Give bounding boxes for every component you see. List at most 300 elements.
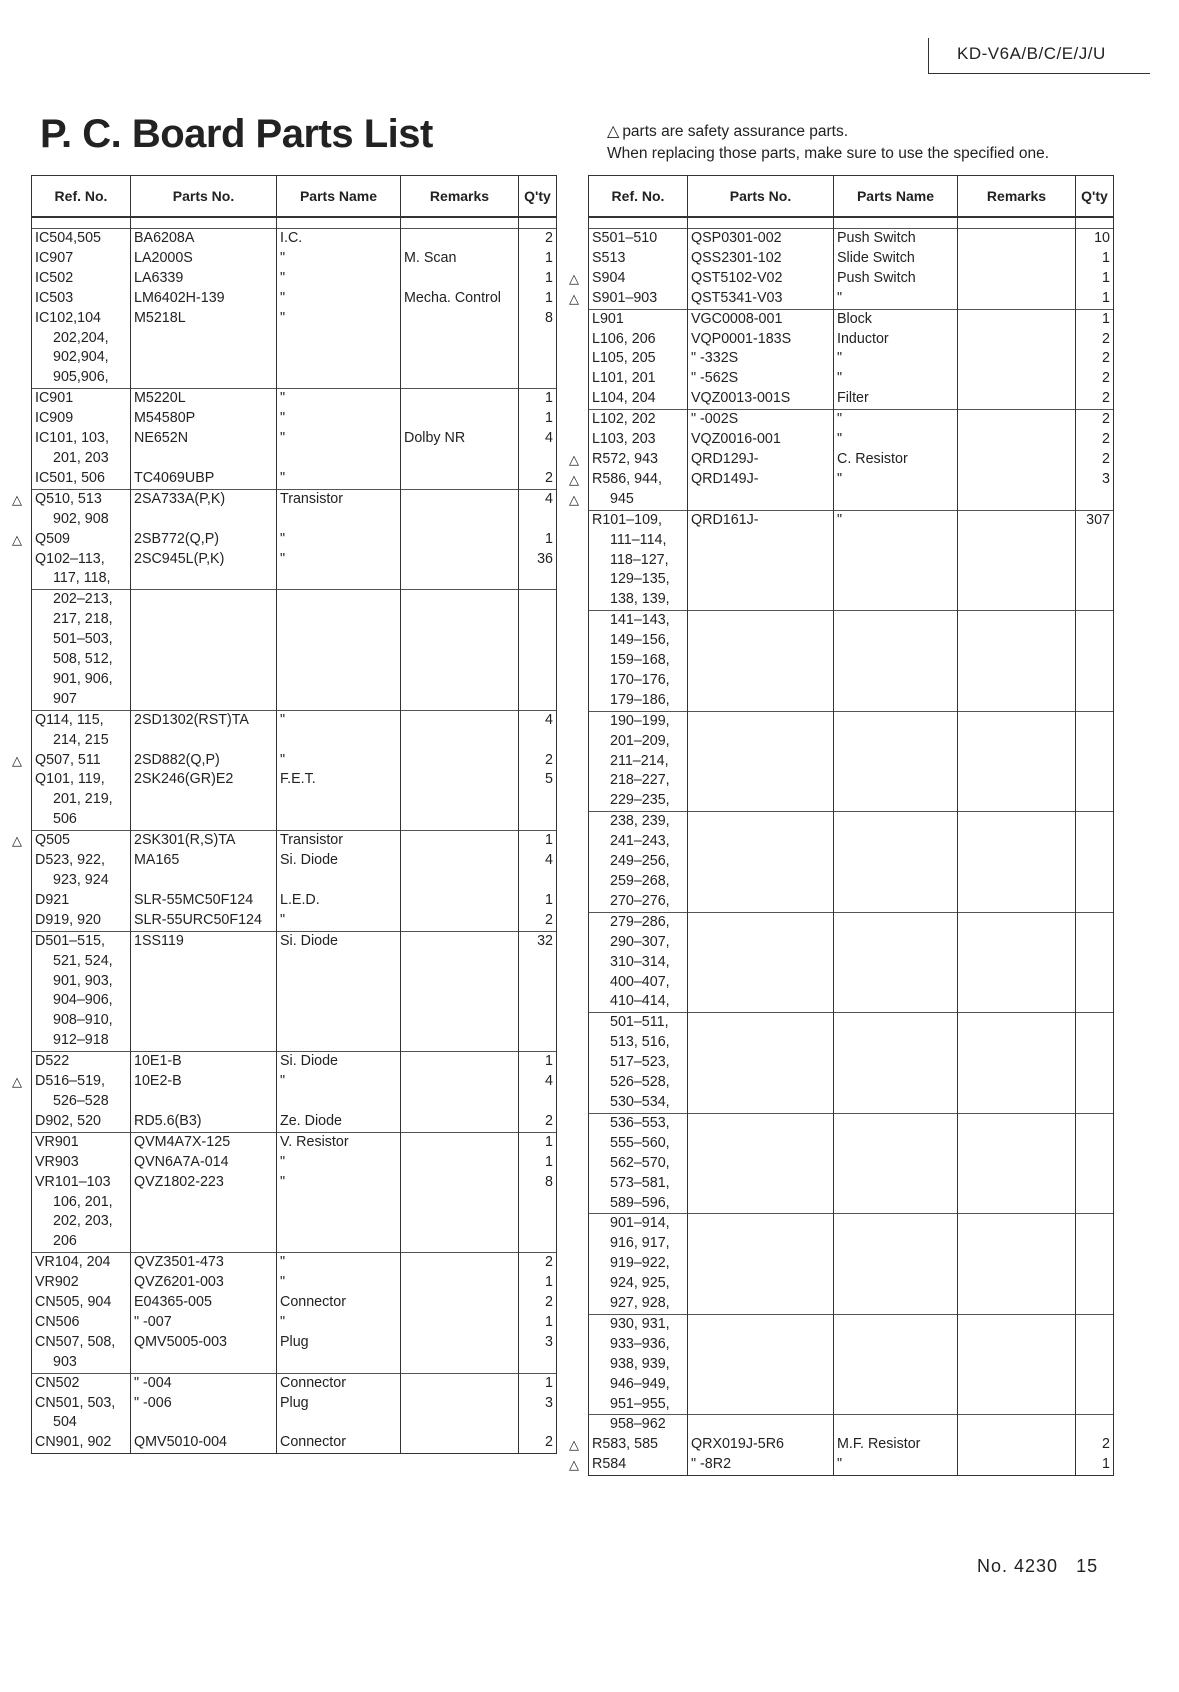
qty-cell (1076, 1274, 1114, 1294)
table-row (32, 931, 557, 951)
parts-name-cell (834, 691, 958, 711)
table-row (32, 1353, 557, 1373)
ref-no-cell (32, 1173, 131, 1193)
qty-cell (1076, 1093, 1114, 1113)
table-row (589, 933, 1114, 953)
ref-no-cell (32, 289, 131, 309)
table-row (32, 831, 557, 851)
parts-name-cell: " (834, 369, 958, 389)
ref-no-text: CN901, 902 (35, 1434, 112, 1451)
ref-no-text: 589–596, (610, 1194, 670, 1211)
ref-no-cell (589, 1375, 688, 1395)
table-row (32, 368, 557, 388)
remarks-cell (401, 489, 519, 509)
col-ref-no: Ref. No. (32, 176, 131, 218)
parts-no-cell (688, 1274, 834, 1294)
parts-name-cell (834, 671, 958, 691)
parts-table-left (12, 175, 557, 1454)
ref-no-cell (589, 590, 688, 610)
remarks-cell (401, 1031, 519, 1051)
parts-no-cell: 2SB772(Q,P) (131, 530, 277, 550)
parts-no-cell (688, 1335, 834, 1355)
ref-no-cell (589, 611, 688, 631)
remarks-cell (401, 1011, 519, 1031)
table-row (32, 991, 557, 1011)
ref-no-text: D501–515, (35, 932, 105, 949)
parts-name-cell: " (277, 469, 401, 489)
ref-no-text: 129–135, (610, 571, 670, 588)
qty-cell: 2 (1076, 450, 1114, 470)
remarks-cell (401, 831, 519, 851)
remarks-cell (401, 810, 519, 830)
parts-name-cell: " (277, 1273, 401, 1293)
remarks-cell (958, 752, 1076, 772)
ref-no-cell (32, 368, 131, 388)
table-row (589, 1254, 1114, 1274)
parts-name-cell (277, 1193, 401, 1213)
remarks-cell: M. Scan (401, 249, 519, 269)
ref-no-text: CN501, 503, (35, 1394, 116, 1411)
table-row (589, 1335, 1114, 1355)
ref-no-text: 170–176, (610, 671, 670, 688)
spacer-row (589, 217, 1114, 229)
table-row (32, 1011, 557, 1031)
ref-no-text: 238, 239, (610, 813, 670, 830)
ref-no-text: 905,906, (53, 369, 109, 386)
ref-no-text: 901, 903, (53, 972, 113, 989)
qty-cell: 1 (519, 1373, 557, 1393)
warning-icon: △ (12, 752, 22, 768)
parts-no-cell (131, 590, 277, 610)
parts-name-cell: Block (834, 309, 958, 329)
parts-name-cell (277, 368, 401, 388)
qty-cell: 1 (519, 389, 557, 409)
qty-cell (519, 731, 557, 751)
remarks-cell (958, 812, 1076, 832)
ref-no-text: 513, 516, (610, 1034, 670, 1051)
table-row (32, 449, 557, 469)
remarks-cell (958, 832, 1076, 852)
ref-no-cell (589, 349, 688, 369)
ref-no-text: VR901 (35, 1133, 79, 1150)
ref-no-text: 229–235, (610, 792, 670, 809)
table-row (589, 1154, 1114, 1174)
table-row (32, 710, 557, 730)
ref-no-text: 927, 928, (610, 1295, 670, 1312)
qty-cell (1076, 671, 1114, 691)
parts-no-cell: VQZ0013-001S (688, 389, 834, 409)
table-row (32, 1433, 557, 1453)
parts-name-cell (834, 791, 958, 811)
qty-cell (1076, 912, 1114, 932)
ref-no-cell (589, 1335, 688, 1355)
remarks-cell (401, 1253, 519, 1273)
ref-no-cell (589, 570, 688, 590)
qty-cell: 32 (519, 931, 557, 951)
ref-no-cell (589, 752, 688, 772)
table-row (589, 1214, 1114, 1234)
parts-name-cell (277, 991, 401, 1011)
table-row (589, 1294, 1114, 1314)
remarks-cell (401, 510, 519, 530)
parts-no-cell (688, 752, 834, 772)
ref-no-cell (589, 1314, 688, 1334)
parts-no-cell: QVZ3501-473 (131, 1253, 277, 1273)
parts-no-cell: M54580P (131, 409, 277, 429)
remarks-cell (958, 791, 1076, 811)
parts-no-cell: QST5102-V02 (688, 269, 834, 289)
table-row (589, 1475, 1114, 1476)
ref-no-cell (569, 269, 688, 289)
parts-no-cell: " -006 (131, 1394, 277, 1414)
ref-no-text: 241–243, (610, 833, 670, 850)
remarks-cell (401, 991, 519, 1011)
ref-no-text: R572, 943 (592, 450, 658, 467)
parts-name-cell: Push Switch (834, 229, 958, 249)
remarks-cell (401, 1293, 519, 1313)
table-row (589, 973, 1114, 993)
table-row (32, 1293, 557, 1313)
ref-no-text: 138, 139, (610, 591, 670, 608)
table-row (589, 1073, 1114, 1093)
parts-no-cell (688, 570, 834, 590)
qty-cell (519, 790, 557, 810)
remarks-cell (401, 952, 519, 972)
ref-no-text: 149–156, (610, 632, 670, 649)
parts-name-cell (834, 1033, 958, 1053)
ref-no-cell (32, 810, 131, 830)
qty-cell (519, 1413, 557, 1433)
ref-no-text: 573–581, (610, 1174, 670, 1191)
parts-name-cell (834, 1254, 958, 1274)
qty-cell (519, 1212, 557, 1232)
ref-no-text: Q102–113, (35, 550, 105, 567)
remarks-cell (958, 992, 1076, 1012)
table-row (589, 852, 1114, 872)
remarks-cell (958, 1093, 1076, 1113)
parts-name-cell (277, 610, 401, 630)
ref-no-cell (32, 1052, 131, 1072)
remarks-cell (401, 1052, 519, 1072)
table-row (32, 329, 557, 349)
ref-no-text: 530–534, (610, 1093, 670, 1110)
parts-name-cell (834, 1073, 958, 1093)
table-row (32, 569, 557, 589)
ref-no-cell (12, 1072, 131, 1092)
table-row (589, 490, 1114, 510)
ref-no-text: 310–314, (610, 953, 670, 970)
ref-no-text: L901 (592, 310, 624, 327)
parts-name-cell (834, 1314, 958, 1334)
col-remarks: Remarks (958, 176, 1076, 218)
parts-name-cell (277, 348, 401, 368)
parts-no-cell (688, 1073, 834, 1093)
remarks-cell (401, 569, 519, 589)
ref-no-text: IC502 (35, 269, 74, 286)
parts-name-cell: Si. Diode (277, 931, 401, 951)
ref-no-cell (32, 1193, 131, 1213)
remarks-cell (958, 1294, 1076, 1314)
parts-no-cell (131, 790, 277, 810)
parts-table-right (569, 175, 1114, 1476)
table-row (589, 1134, 1114, 1154)
table-row (32, 610, 557, 630)
remarks-cell (401, 851, 519, 871)
qty-cell: 2 (519, 469, 557, 489)
qty-cell: 1 (1076, 289, 1114, 309)
qty-cell (519, 952, 557, 972)
remarks-cell (958, 711, 1076, 731)
ref-no-cell (32, 309, 131, 329)
parts-no-cell: QMV5005-003 (131, 1333, 277, 1353)
ref-no-cell (589, 551, 688, 571)
ref-no-text: 908–910, (53, 1012, 113, 1029)
remarks-cell (401, 630, 519, 650)
parts-no-cell (131, 1011, 277, 1031)
remarks-cell (958, 1395, 1076, 1415)
remarks-cell (958, 1435, 1076, 1455)
ref-no-text: 901–914, (610, 1215, 670, 1232)
parts-no-cell: VQP0001-183S (688, 330, 834, 350)
parts-name-cell: " (277, 429, 401, 449)
table-row (32, 1072, 557, 1092)
parts-no-cell (688, 711, 834, 731)
parts-name-cell (834, 973, 958, 993)
ref-no-cell (32, 1112, 131, 1132)
qty-cell: 4 (519, 429, 557, 449)
table-row (589, 651, 1114, 671)
parts-no-cell: MA165 (131, 851, 277, 871)
remarks-cell (958, 1355, 1076, 1375)
remarks-cell (401, 931, 519, 951)
parts-no-cell (131, 670, 277, 690)
qty-cell: 3 (1076, 470, 1114, 490)
ref-no-cell (32, 1212, 131, 1232)
parts-no-cell (688, 691, 834, 711)
qty-cell: 2 (519, 1433, 557, 1453)
remarks-cell (401, 1394, 519, 1414)
table-row (589, 631, 1114, 651)
ref-no-text: 290–307, (610, 933, 670, 950)
parts-no-cell (131, 810, 277, 830)
ref-no-text: 555–560, (610, 1134, 670, 1151)
table-row (32, 810, 557, 830)
page-title: P. C. Board Parts List (40, 112, 433, 156)
table-row (589, 289, 1114, 309)
remarks-cell (958, 1013, 1076, 1033)
table-row (589, 671, 1114, 691)
ref-no-cell (32, 429, 131, 449)
ref-no-text: R101–109, (592, 511, 662, 528)
parts-no-cell: QST5341-V03 (688, 289, 834, 309)
col-remarks: Remarks (401, 176, 519, 218)
ref-no-text: D523, 922, (35, 852, 105, 869)
table-row (589, 872, 1114, 892)
parts-name-cell (277, 1212, 401, 1232)
remarks-cell (401, 1132, 519, 1152)
qty-cell (1076, 490, 1114, 510)
remarks-cell (401, 690, 519, 710)
ref-no-cell (589, 691, 688, 711)
parts-name-cell: Filter (834, 389, 958, 409)
table-row (32, 510, 557, 530)
ref-no-cell (32, 911, 131, 931)
ref-no-text: S901–903 (592, 289, 658, 306)
col-parts-name: Parts Name (277, 176, 401, 218)
qty-cell (1076, 992, 1114, 1012)
qty-cell (519, 670, 557, 690)
ref-no-text: 521, 524, (53, 952, 113, 969)
spacer-cell (1076, 217, 1114, 229)
ref-no-text: 938, 939, (610, 1355, 670, 1372)
table-row (589, 1455, 1114, 1475)
ref-no-text: R586, 944, (592, 470, 662, 487)
qty-cell (1076, 1294, 1114, 1314)
parts-no-cell (688, 1033, 834, 1053)
qty-cell (1076, 551, 1114, 571)
remarks-cell (958, 531, 1076, 551)
table-row (32, 590, 557, 610)
ref-no-cell (589, 1033, 688, 1053)
remarks-cell (401, 1232, 519, 1252)
ref-no-cell (589, 1254, 688, 1274)
table-row (32, 1333, 557, 1353)
qty-cell (1076, 711, 1114, 731)
remarks-cell (958, 510, 1076, 530)
remarks-cell (958, 389, 1076, 409)
table-row (32, 851, 557, 871)
table-row (32, 229, 557, 249)
parts-no-cell (131, 569, 277, 589)
ref-no-cell (32, 469, 131, 489)
table-row (589, 229, 1114, 249)
ref-no-text: 190–199, (610, 712, 670, 729)
parts-name-cell (834, 1294, 958, 1314)
qty-cell (519, 329, 557, 349)
qty-cell: 2 (1076, 330, 1114, 350)
parts-name-cell: " (277, 409, 401, 429)
col-ref-no: Ref. No. (589, 176, 688, 218)
ref-no-text: IC101, 103, (35, 430, 109, 447)
warning-icon: △ (569, 1437, 579, 1453)
parts-name-cell (834, 490, 958, 510)
qty-cell (1076, 1254, 1114, 1274)
ref-no-cell (589, 732, 688, 752)
ref-no-cell (589, 812, 688, 832)
col-parts-no: Parts No. (131, 176, 277, 218)
ref-no-text: 501–511, (610, 1014, 669, 1031)
ref-no-cell (589, 229, 688, 249)
table-row (32, 550, 557, 570)
remarks-cell (958, 1174, 1076, 1194)
ref-no-cell (32, 770, 131, 790)
parts-no-cell: QVM4A7X-125 (131, 1132, 277, 1152)
parts-name-cell (277, 810, 401, 830)
ref-no-cell (32, 1394, 131, 1414)
parts-no-cell: SLR-55URC50F124 (131, 911, 277, 931)
table-row (589, 269, 1114, 289)
qty-cell: 3 (519, 1394, 557, 1414)
ref-no-cell (569, 470, 688, 490)
ref-no-text: 526–528 (53, 1092, 109, 1109)
parts-no-cell (688, 1214, 834, 1234)
col-parts-name: Parts Name (834, 176, 958, 218)
parts-name-cell (834, 832, 958, 852)
remarks-cell (958, 973, 1076, 993)
ref-no-cell (589, 1053, 688, 1073)
parts-name-cell (277, 871, 401, 891)
ref-no-cell (589, 430, 688, 450)
ref-no-cell (589, 1013, 688, 1033)
page-number: 15 (1076, 1556, 1099, 1576)
qty-cell: 2 (519, 1112, 557, 1132)
ref-no-text: 117, 118, (53, 570, 111, 587)
parts-no-cell (131, 731, 277, 751)
parts-name-cell (277, 329, 401, 349)
ref-no-cell (32, 449, 131, 469)
parts-no-cell (688, 791, 834, 811)
parts-name-cell: " (277, 710, 401, 730)
remarks-cell (958, 732, 1076, 752)
qty-cell: 1 (519, 289, 557, 309)
table-row (589, 369, 1114, 389)
table-row (32, 911, 557, 931)
qty-cell (519, 871, 557, 891)
qty-cell (1076, 611, 1114, 631)
parts-name-cell: " (277, 289, 401, 309)
remarks-cell (401, 530, 519, 550)
parts-no-cell: " -004 (131, 1373, 277, 1393)
parts-name-cell: Transistor (277, 831, 401, 851)
ref-no-text: L101, 201 (592, 370, 656, 387)
table-row (32, 952, 557, 972)
table-row (589, 892, 1114, 912)
parts-no-cell (131, 690, 277, 710)
ref-no-cell (569, 1435, 688, 1455)
table-row (589, 349, 1114, 369)
parts-name-cell (277, 1232, 401, 1252)
ref-no-text: 111–114, (610, 531, 667, 548)
qty-cell (1076, 651, 1114, 671)
ref-no-text: 902, 908 (53, 510, 109, 527)
ref-no-cell (32, 348, 131, 368)
parts-no-cell (131, 449, 277, 469)
parts-name-cell (277, 972, 401, 992)
ref-no-text: 179–186, (610, 691, 670, 708)
parts-name-cell (834, 953, 958, 973)
table-row (589, 510, 1114, 530)
parts-no-cell (688, 812, 834, 832)
qty-cell (1076, 1395, 1114, 1415)
parts-name-cell: " (277, 1173, 401, 1193)
parts-name-cell: Slide Switch (834, 249, 958, 269)
remarks-cell (401, 1072, 519, 1092)
qty-cell (1076, 933, 1114, 953)
ref-no-cell (589, 1355, 688, 1375)
ref-no-cell (32, 710, 131, 730)
parts-no-cell: 10E2-B (131, 1072, 277, 1092)
ref-no-cell (32, 1353, 131, 1373)
ref-no-text: 214, 215 (53, 731, 109, 748)
remarks-cell (401, 329, 519, 349)
ref-no-cell (589, 1194, 688, 1214)
remarks-cell (958, 611, 1076, 631)
qty-cell: 4 (519, 710, 557, 730)
parts-no-cell: " -562S (688, 369, 834, 389)
remarks-cell (958, 1154, 1076, 1174)
parts-no-cell (131, 630, 277, 650)
ref-no-text: 526–528, (610, 1074, 670, 1091)
